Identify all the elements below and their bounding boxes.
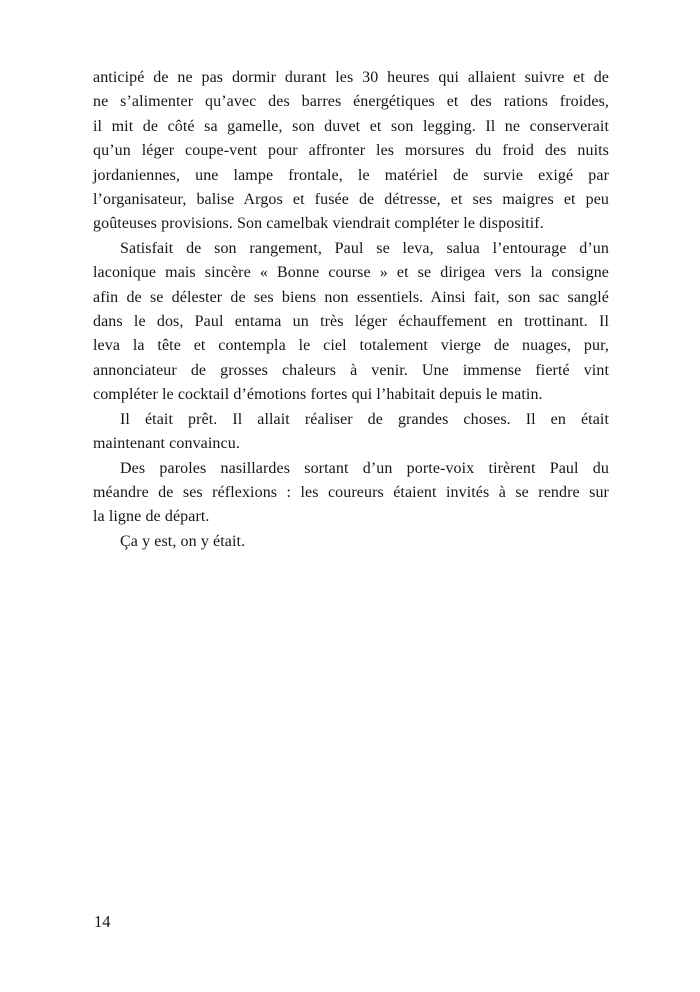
text-line: annonciateur de grosses chaleurs à venir. Une immense fierté vint — [93, 361, 609, 379]
text-line: méandre de ses réflexions : les coureurs étaient invités à se rendre sur — [93, 483, 609, 501]
text-line: il mit de côté sa gamelle, son duvet et son legging. Il ne conserverait — [93, 117, 609, 135]
text-line: ne s’alimenter qu’avec des barres énergétiques et des rations froides, — [93, 93, 609, 111]
paragraph — [93, 530, 609, 554]
paragraph — [93, 408, 609, 457]
paragraph — [93, 457, 609, 530]
text-line: Il était prêt. Il allait réaliser de grandes choses. Il en était — [120, 410, 609, 428]
body-text — [93, 66, 609, 554]
text-line: la ligne de départ. — [93, 508, 210, 526]
text-line: dans le dos, Paul entama un très léger échauffement en trottinant. Il — [93, 313, 609, 331]
text-line: l’organisateur, balise Argos et fusée de détresse, et ses maigres et peu — [93, 191, 609, 209]
text-line: compléter le cocktail d’émotions fortes qui l’habitait depuis le matin. — [93, 386, 543, 404]
text-line: Satisfait de son rangement, Paul se leva, salua l’entourage d’un — [120, 239, 609, 257]
paragraph — [93, 237, 609, 408]
text-line: anticipé de ne pas dormir durant les 30 heures qui allaient suivre et de — [93, 69, 609, 86]
text-line: afin de se délester de ses biens non essentiels. Ainsi fait, son sac sanglé — [93, 288, 609, 306]
text-line: qu’un léger coupe-vent pour affronter les morsures du froid des nuits — [93, 142, 609, 160]
text-line: maintenant convaincu. — [93, 435, 240, 453]
text-line: goûteuses provisions. Son camelbak viendrait compléter le dispositif. — [93, 215, 544, 233]
paragraph — [93, 66, 609, 237]
text-line: laconique mais sincère « Bonne course » et se dirigea vers la consigne — [93, 264, 609, 282]
page-number: 14 — [94, 912, 111, 931]
text-line: Ça y est, on y était. — [120, 532, 246, 550]
text-line: Des paroles nasillardes sortant d’un porte-voix tirèrent Paul du — [120, 459, 609, 477]
text-line: jordaniennes, une lampe frontale, le matériel de survie exigé par — [93, 166, 609, 184]
text-line: leva la tête et contempla le ciel totalement vierge de nuages, pur, — [93, 337, 609, 355]
